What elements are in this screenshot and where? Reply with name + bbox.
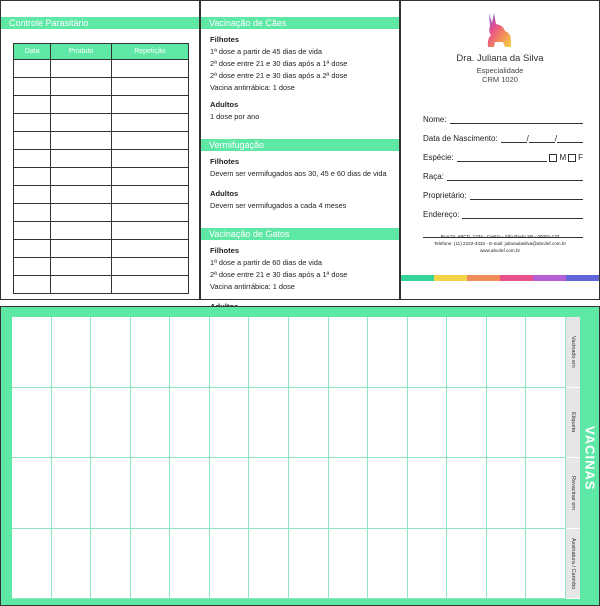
vaccine-cell[interactable]	[12, 458, 52, 529]
parasite-control-title: Controle Parasitário	[1, 17, 199, 29]
worm-adults-heading: Adultos	[210, 189, 239, 198]
table-cell[interactable]	[14, 222, 51, 240]
vaccine-cell[interactable]	[526, 529, 566, 600]
vaccine-cell[interactable]	[131, 388, 171, 459]
male-label: M	[559, 153, 567, 162]
vaccine-cell[interactable]	[170, 458, 210, 529]
vaccine-cell[interactable]	[170, 388, 210, 459]
vaccine-cell[interactable]	[91, 317, 131, 388]
pet-form	[423, 105, 583, 238]
col-header-product: Produto	[51, 44, 111, 60]
table-cell[interactable]	[14, 114, 51, 132]
cats-puppies-line: 2ª dose entre 21 e 30 dias após a 1ª dose	[210, 270, 348, 279]
table-row	[14, 222, 189, 240]
vaccine-cell[interactable]	[408, 529, 448, 600]
table-cell[interactable]	[14, 150, 51, 168]
table-cell[interactable]	[51, 150, 111, 168]
vaccine-cell[interactable]	[447, 388, 487, 459]
vaccine-cell[interactable]	[329, 529, 369, 600]
cats-puppies-heading: Filhotes	[210, 246, 240, 255]
table-cell[interactable]	[51, 276, 111, 294]
doctor-name: Dra. Juliana da Silva	[456, 53, 544, 64]
col-header-date: Data	[14, 44, 51, 60]
dob-year-field[interactable]	[554, 134, 583, 143]
vaccines-title: VACINAS	[582, 425, 598, 491]
color-stripe	[401, 275, 434, 281]
vaccine-cell[interactable]	[487, 458, 527, 529]
table-cell[interactable]	[111, 132, 188, 150]
vaccine-cell[interactable]	[52, 317, 92, 388]
owner-label: Proprietário:	[423, 191, 467, 200]
dob-label: Data de Nascimento:	[423, 134, 498, 143]
color-stripe	[500, 275, 533, 281]
vaccine-cell[interactable]	[368, 458, 408, 529]
deworming-title: Vermifugação	[201, 139, 399, 151]
label-sticker-label: Etiqueta	[570, 412, 576, 433]
vaccine-cell[interactable]	[447, 529, 487, 600]
vaccine-card	[0, 306, 600, 606]
table-cell[interactable]	[111, 186, 188, 204]
vaccine-cell[interactable]	[12, 388, 52, 459]
signature-label: Assinatura / Carimbo	[570, 537, 576, 589]
owner-field[interactable]	[470, 191, 583, 200]
dob-day-field[interactable]	[501, 134, 527, 143]
female-checkbox[interactable]	[568, 154, 576, 162]
table-row	[14, 96, 189, 114]
dogs-puppies-line: Vacina antirrábica: 1 dose	[210, 83, 295, 92]
vaccine-cell[interactable]	[329, 388, 369, 459]
table-cell[interactable]	[14, 276, 51, 294]
vaccine-cell[interactable]	[289, 458, 329, 529]
dob-row	[423, 124, 583, 143]
dob-month-field[interactable]	[526, 134, 558, 143]
vaccine-cell[interactable]	[408, 388, 448, 459]
vaccine-cell[interactable]	[249, 317, 289, 388]
table-cell[interactable]	[111, 150, 188, 168]
table-cell[interactable]	[51, 204, 111, 222]
dogs-puppies-heading: Filhotes	[210, 35, 240, 44]
table-cell[interactable]	[111, 240, 188, 258]
table-cell[interactable]	[51, 132, 111, 150]
cats-puppies-line: Vacina antirrábica: 1 dose	[210, 282, 295, 291]
vaccine-cell[interactable]	[210, 458, 250, 529]
table-cell[interactable]	[51, 186, 111, 204]
parasite-control-table	[13, 43, 189, 294]
dogs-puppies-line: 2ª dose entre 21 e 30 dias após a 1ª dose	[210, 59, 348, 68]
vaccine-cell[interactable]	[52, 529, 92, 600]
table-cell[interactable]	[51, 78, 111, 96]
parasite-control-panel	[0, 0, 200, 300]
female-label: F	[578, 153, 583, 162]
vaccine-cell[interactable]	[408, 317, 448, 388]
vaccine-cell[interactable]	[487, 317, 527, 388]
doctor-crm: CRM 1020	[482, 75, 518, 84]
vaccines-title-wrap	[580, 317, 600, 599]
table-cell[interactable]	[51, 240, 111, 258]
address-label: Endereço:	[423, 210, 460, 219]
dob-separator: /	[526, 134, 529, 143]
color-stripe	[566, 275, 599, 281]
dogs-puppies-line: 2ª dose entre 21 e 30 dias após a 2ª dose	[210, 71, 348, 80]
dogs-adults-line: 1 dose por ano	[210, 112, 260, 121]
vaccine-cell[interactable]	[487, 388, 527, 459]
vaccine-cell[interactable]	[289, 317, 329, 388]
table-cell[interactable]	[111, 204, 188, 222]
vaccine-cell[interactable]	[52, 388, 92, 459]
table-cell[interactable]	[14, 60, 51, 78]
table-cell[interactable]	[111, 96, 188, 114]
color-stripe	[467, 275, 500, 281]
vaccine-cell[interactable]	[210, 529, 250, 600]
name-row	[423, 105, 583, 124]
dob-separator: /	[554, 134, 558, 143]
vaccine-cell[interactable]	[289, 529, 329, 600]
table-cell[interactable]	[14, 168, 51, 186]
vaccine-cell[interactable]	[526, 317, 566, 388]
contact-line: Telefone: (11) 2222-3333 - E-mail: julianadasilva@abcdef.com.br	[434, 241, 566, 246]
race-row	[423, 162, 583, 181]
table-row	[14, 168, 189, 186]
table-cell[interactable]	[111, 258, 188, 276]
worm-puppies-heading: Filhotes	[210, 157, 240, 166]
table-row	[14, 186, 189, 204]
vaccine-cell[interactable]	[249, 458, 289, 529]
clinic-address	[401, 233, 599, 254]
table-cell[interactable]	[111, 60, 188, 78]
table-cell[interactable]	[111, 168, 188, 186]
vaccine-cell[interactable]	[289, 388, 329, 459]
table-cell[interactable]	[51, 258, 111, 276]
vaccine-cell[interactable]	[210, 317, 250, 388]
dogs-vaccination-title: Vacinação de Cães	[201, 17, 399, 29]
vaccine-cell[interactable]	[131, 529, 171, 600]
table-cell[interactable]	[51, 114, 111, 132]
doctor-specialty: Especialidade	[476, 66, 524, 75]
vaccine-cell[interactable]	[91, 529, 131, 600]
table-cell[interactable]	[14, 258, 51, 276]
vaccine-columns	[566, 317, 580, 599]
color-stripe	[533, 275, 566, 281]
cats-vaccination-title: Vacinação de Gatos	[201, 228, 399, 240]
vaccination-info-panel	[200, 0, 400, 300]
vaccine-cell[interactable]	[487, 529, 527, 600]
cats-puppies-line: 1ª dose a partir de 60 dias de vida	[210, 258, 323, 267]
table-row	[14, 114, 189, 132]
address-row	[423, 200, 583, 219]
table-cell[interactable]	[51, 96, 111, 114]
worm-puppies-line: Devem ser vermifugados aos 30, 45 e 60 dias de vida	[210, 169, 387, 178]
owner-row	[423, 181, 583, 200]
vaccine-cell[interactable]	[249, 529, 289, 600]
vaccine-cell[interactable]	[526, 458, 566, 529]
race-field[interactable]	[447, 172, 583, 181]
worm-adults-line: Devem ser vermifugados a cada 4 meses	[210, 201, 347, 210]
table-cell[interactable]	[14, 204, 51, 222]
vaccine-cell[interactable]	[329, 317, 369, 388]
dogs-adults-heading: Adultos	[210, 100, 239, 109]
vaccine-cell[interactable]	[91, 388, 131, 459]
male-checkbox[interactable]	[549, 154, 557, 162]
vaccinated-on-label: Vacinado em	[570, 335, 576, 368]
table-cell[interactable]	[14, 78, 51, 96]
table-row	[14, 150, 189, 168]
table-row	[14, 240, 189, 258]
species-label: Espécie:	[423, 153, 454, 162]
vaccine-cell[interactable]	[91, 458, 131, 529]
vaccine-grid	[12, 317, 566, 599]
table-cell[interactable]	[51, 60, 111, 78]
vaccine-cell[interactable]	[52, 458, 92, 529]
vaccine-cell[interactable]	[329, 458, 369, 529]
color-stripes	[401, 275, 599, 281]
vaccine-cell[interactable]	[368, 317, 408, 388]
website-line: www.abcdef.com.br	[479, 248, 521, 253]
vaccine-cell[interactable]	[170, 317, 210, 388]
table-cell[interactable]	[14, 96, 51, 114]
table-cell[interactable]	[111, 276, 188, 294]
species-field[interactable]	[457, 153, 548, 162]
col-header-repeat: Repetição	[111, 44, 188, 60]
vaccine-cell[interactable]	[170, 529, 210, 600]
table-row	[14, 258, 189, 276]
name-field[interactable]	[450, 115, 583, 124]
vaccine-cell[interactable]	[131, 458, 171, 529]
color-stripe	[434, 275, 467, 281]
table-row	[14, 78, 189, 96]
table-cell[interactable]	[51, 168, 111, 186]
deworming-section	[201, 156, 399, 212]
vaccine-cell[interactable]	[131, 317, 171, 388]
vaccine-cell[interactable]	[526, 388, 566, 459]
name-label: Nome:	[423, 115, 447, 124]
vaccine-cell[interactable]	[447, 317, 487, 388]
vaccine-cell[interactable]	[249, 388, 289, 459]
vaccine-cell[interactable]	[368, 529, 408, 600]
table-cell[interactable]	[111, 222, 188, 240]
address-line: Rua Dr. ABCD, 1234 - Centro - São Paulo SP - 00001-123	[440, 234, 560, 239]
vaccine-cell[interactable]	[408, 458, 448, 529]
species-row	[423, 143, 583, 162]
dogs-puppies-line: 1ª dose a partir de 45 dias de vida	[210, 47, 323, 56]
table-cell[interactable]	[111, 78, 188, 96]
table-row	[14, 204, 189, 222]
table-row	[14, 60, 189, 78]
table-row	[14, 132, 189, 150]
race-label: Raça:	[423, 172, 444, 181]
table-cell[interactable]	[14, 186, 51, 204]
table-cell[interactable]	[14, 132, 51, 150]
vaccine-cell[interactable]	[210, 388, 250, 459]
vaccine-cell[interactable]	[368, 388, 408, 459]
table-cell[interactable]	[51, 222, 111, 240]
revaccinate-on-label: Revacinar em	[570, 475, 576, 510]
address-field[interactable]	[462, 210, 583, 219]
table-cell[interactable]	[14, 240, 51, 258]
rabbit-logo-icon	[481, 11, 517, 49]
dogs-section	[201, 34, 399, 123]
vaccine-cell[interactable]	[12, 317, 52, 388]
vaccine-cell[interactable]	[12, 529, 52, 600]
table-cell[interactable]	[111, 114, 188, 132]
vaccine-cell[interactable]	[447, 458, 487, 529]
table-row	[14, 276, 189, 294]
pet-id-panel	[400, 0, 600, 300]
